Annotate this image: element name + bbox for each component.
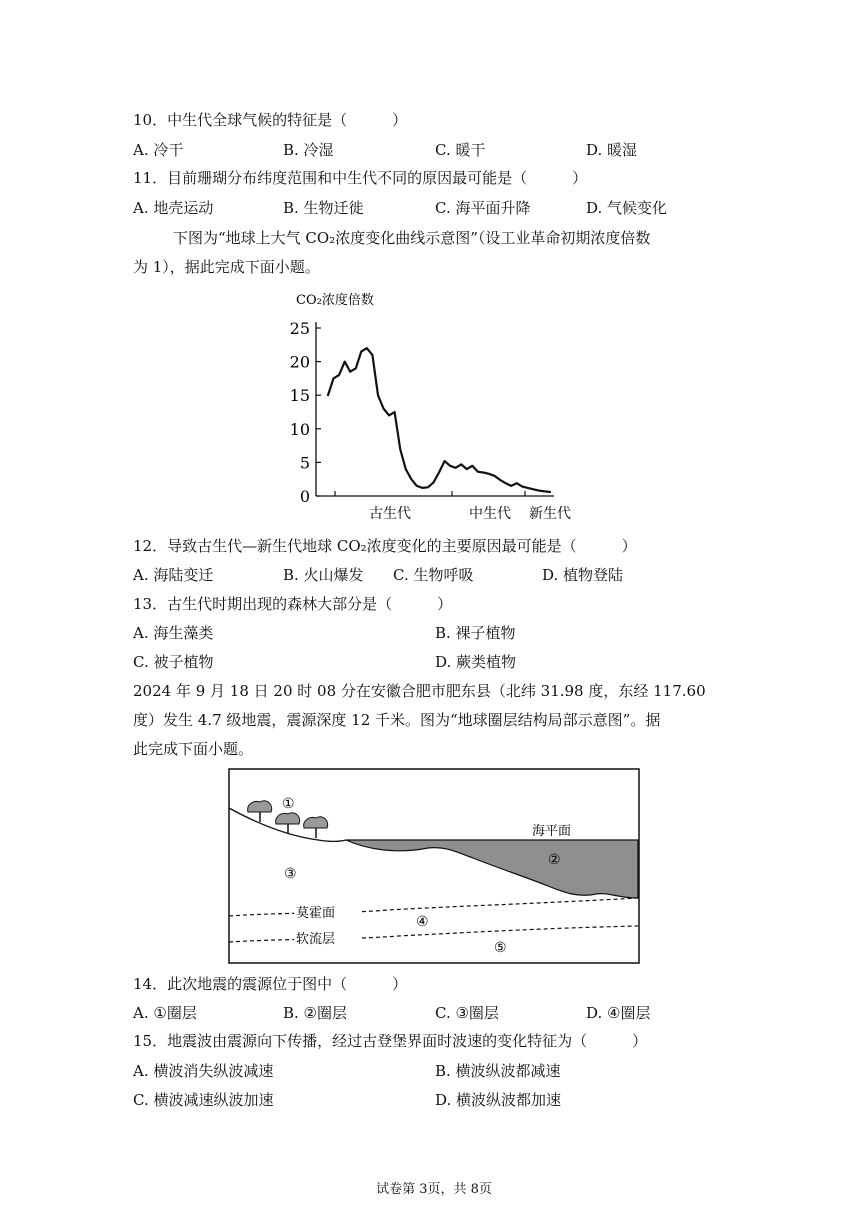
y-tick-label: 10 — [289, 419, 310, 439]
q15-stem: 15．地震波由震源向下传播，经过古登堡界面时波速的变化特征为（ ） — [133, 1032, 648, 1050]
q13-option-d: D. 蕨类植物 — [435, 653, 517, 671]
q11-option-a: A. 地壳运动 — [133, 199, 214, 217]
q12-option-a: A. 海陆变迁 — [133, 566, 214, 584]
q12-option-b: B. 火山爆发 — [283, 566, 364, 584]
q11-option-b: B. 生物迁徙 — [283, 199, 364, 217]
asthenosphere-label: 软流层 — [296, 932, 336, 947]
y-tick-label: 25 — [289, 319, 310, 338]
q15-option-c: C. 横波减速纵波加速 — [133, 1091, 274, 1109]
y-tick-label: 0 — [299, 487, 310, 506]
q12-option-d: D. 植物登陆 — [542, 566, 624, 584]
y-tick-label: 15 — [289, 386, 310, 406]
quake-intro-line2: 度）发生 4.7 级地震，震源深度 12 千米。图为“地球圈层结构局部示意图”。据 — [133, 711, 661, 729]
q11-option-d: D. 气候变化 — [586, 199, 668, 217]
q10-option-c: C. 暖干 — [435, 141, 486, 159]
q15-option-a: A. 横波消失纵波减速 — [133, 1062, 274, 1080]
layer-marker-2: ② — [548, 852, 561, 868]
layer-marker-1: ① — [282, 796, 295, 812]
q14-option-b: B. ②圈层 — [283, 1004, 348, 1022]
era-label: 新生代 — [529, 506, 571, 522]
q14-option-a: A. ①圈层 — [133, 1004, 197, 1022]
page-footer: 试卷第 3页，共 8页 — [376, 1182, 492, 1197]
quake-intro-line3: 此完成下面小题。 — [133, 740, 254, 758]
q10-option-b: B. 冷湿 — [283, 141, 334, 159]
moho-label: 莫霍面 — [296, 906, 336, 921]
q10-option-d: D. 暖湿 — [586, 141, 638, 159]
q12-stem: 12．导致古生代—新生代地球 CO₂浓度变化的主要原因最可能是（ ） — [133, 537, 637, 555]
earth-layers-figure — [228, 768, 640, 964]
q13-stem: 13．古生代时期出现的森林大部分是（ ） — [133, 595, 453, 613]
co2-intro-line1: 下图为“地球上大气 CO₂浓度变化曲线示意图”（设工业革命初期浓度倍数 — [173, 229, 651, 247]
q11-stem: 11．目前珊瑚分布纬度范围和中生代不同的原因最可能是（ ） — [133, 169, 588, 187]
q14-stem: 14．此次地震的震源位于图中（ ） — [133, 975, 408, 993]
q15-option-b: B. 横波纵波都减速 — [435, 1062, 561, 1080]
y-tick-label: 20 — [289, 352, 310, 372]
q14-option-d: D. ④圈层 — [586, 1004, 651, 1022]
era-label: 古生代 — [369, 506, 411, 522]
q10-option-a: A. 冷干 — [133, 141, 184, 159]
co2-chart — [280, 288, 590, 528]
y-tick-label: 5 — [299, 453, 310, 473]
era-label: 中生代 — [469, 506, 511, 522]
q10-stem: 10．中生代全球气候的特征是（ ） — [133, 111, 408, 129]
q12-option-c: C. 生物呼吸 — [393, 566, 474, 584]
sea-level-label: 海平面 — [532, 824, 572, 839]
layer-marker-4: ④ — [416, 914, 429, 930]
chart-ylabel: CO₂浓度倍数 — [296, 293, 374, 308]
q11-option-c: C. 海平面升降 — [435, 199, 531, 217]
q15-option-d: D. 横波纵波都加速 — [435, 1091, 562, 1109]
co2-intro-line2: 为 1），据此完成下面小题。 — [133, 258, 320, 276]
q14-option-c: C. ③圈层 — [435, 1004, 499, 1022]
layer-marker-3: ③ — [284, 866, 297, 882]
q13-option-b: B. 裸子植物 — [435, 624, 516, 642]
quake-intro-line1: 2024 年 9 月 18 日 20 时 08 分在安徽合肥市肥东县（北纬 31.98 度，东经 117.60 — [133, 682, 706, 700]
co2-series-line — [328, 348, 550, 492]
q13-option-c: C. 被子植物 — [133, 653, 214, 671]
q13-option-a: A. 海生藻类 — [133, 624, 214, 642]
layer-marker-5: ⑤ — [494, 940, 507, 956]
